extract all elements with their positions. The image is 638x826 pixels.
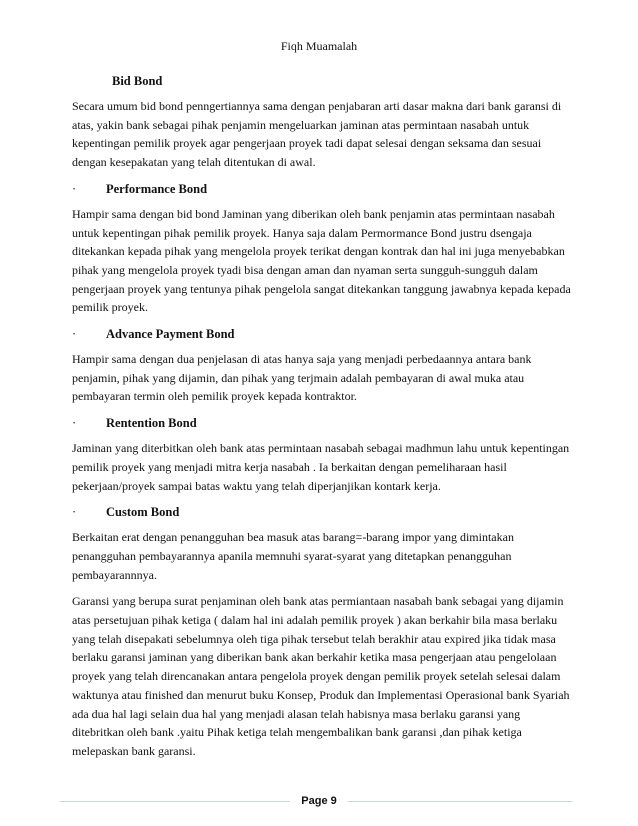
section-heading-text: Advance Payment Bond [106,327,235,342]
section-custom-bond [72,503,572,760]
section-advance-payment-bond [72,325,572,406]
section-heading-text: Performance Bond [106,181,208,196]
running-header: Fiqh Muamalah [280,39,358,53]
bullet-marker: · [72,181,77,196]
section-heading-text: Rentention Bond [106,416,197,431]
section-paragraph: Hampir sama dengan dua penjelasan di atas hanya saja yang menjadi perbedaannya antara bank penjamin, pihak yang dijamin, dan pihak yang terjmain adalah pembayaran di awal muka atau pembayaran termin oleh pemilik proyek kepada kontraktor. [72,352,532,404]
section-heading [72,414,572,432]
section-paragraph: Secara umum bid bond penngertiannya sama dengan penjabaran arti dasar makna dari bank garansi di atas, yakin bank sebagai pihak penjamin mengeluarkan jaminan atas permintaan nasabah untuk kepentingan pemilik proyek agar pengerjaan proyek tadi dapat selesai dengan seksama dan sesuai dengan kesepakatan yang telah ditentukan di awal. [72,99,562,170]
section-paragraph: Hampir sama dengan bid bond Jaminan yang diberikan oleh bank penjamin atas permintaan nasabah untuk kepentingan pihak pemilik proyek. Hanya saja dalam Permormance Bond justru dsengaja ditekankan kepada pihak yang mengelola proyek terikat dengan kontrak dan hal ini juga menyebabkan pihak yang mengelola proyek tyadi bisa dengan aman dan nyaman serta sungguh-sungguh dalam pengerjaan proyek yang tentunya pihak pengelola sangat ditekankan tanggung jawabnya kepada kepada pemilik proyek. [72,206,571,315]
section-performance-bond [72,180,572,317]
section-paragraph: Berkaitan erat dengan penangguhan bea masuk atas barang=-barang impor yang dimintakan penangguhan pembayarannya apanila memnuhi syarat-syarat yang ditetapkan penangguhan pembayarannnya. [72,530,514,582]
page-number: Page 9 [290,792,348,810]
footer-rule-right [342,801,572,802]
section-heading [72,72,572,90]
bullet-marker: · [72,505,77,520]
section-rentention-bond [72,414,572,495]
section-paragraph: Garansi yang berupa surat penjaminan oleh bank atas permiantaan nasabah bank sebagai yang dijamin atas persetujuan pihak ketiga ( dalam hal ini adalah pemilik proyek ) akan berkahir bila masa berlaku yang telah disepakati sebelumnya oleh tiga pihak tersebut telah berakhir atau expired jika tidak masa berlaku garansi jaminan yang diberikan bank akan berkahir ketika masa pengerjaan atau pengelolaan proyek yang telah direncanakan antara pengelola proyek dengan pemilik proyek setelah selesai dalam waktunya atau finished dan menurut buku Konsep, Produk dan Implementasi Operasional bank Syariah ada dua hal lagi selain dua hal yang menjadi alasan telah habisnya masa berlaku garansi yang ditebritkan oleh bank .yaitu Pihak ketiga telah mengembalikan bank garansi ,dan pihak ketiga melepaskan bank garansi. [72,594,570,758]
section-heading [72,325,572,343]
bullet-marker: · [72,416,77,431]
section-heading [72,180,572,198]
section-heading-text: Bid Bond [112,74,163,88]
section-paragraph: Jaminan yang diterbitkan oleh bank atas permintaan nasabah sebagai madhmun lahu untuk kepentingan pemilik proyek yang menjadi mitra kerja nasabah . Ia berkaitan dengan pemeliharaan hasil pekerjaan/proyek sampai batas waktu yang telah diperjanjikan kontark kerja. [72,441,570,493]
footer-rule-left [60,801,306,802]
section-heading [72,503,572,521]
page-footer [0,792,638,812]
section-bid-bond [72,72,572,172]
page-content [72,72,572,769]
section-heading-text: Custom Bond [106,505,180,520]
bullet-marker: · [72,327,77,342]
